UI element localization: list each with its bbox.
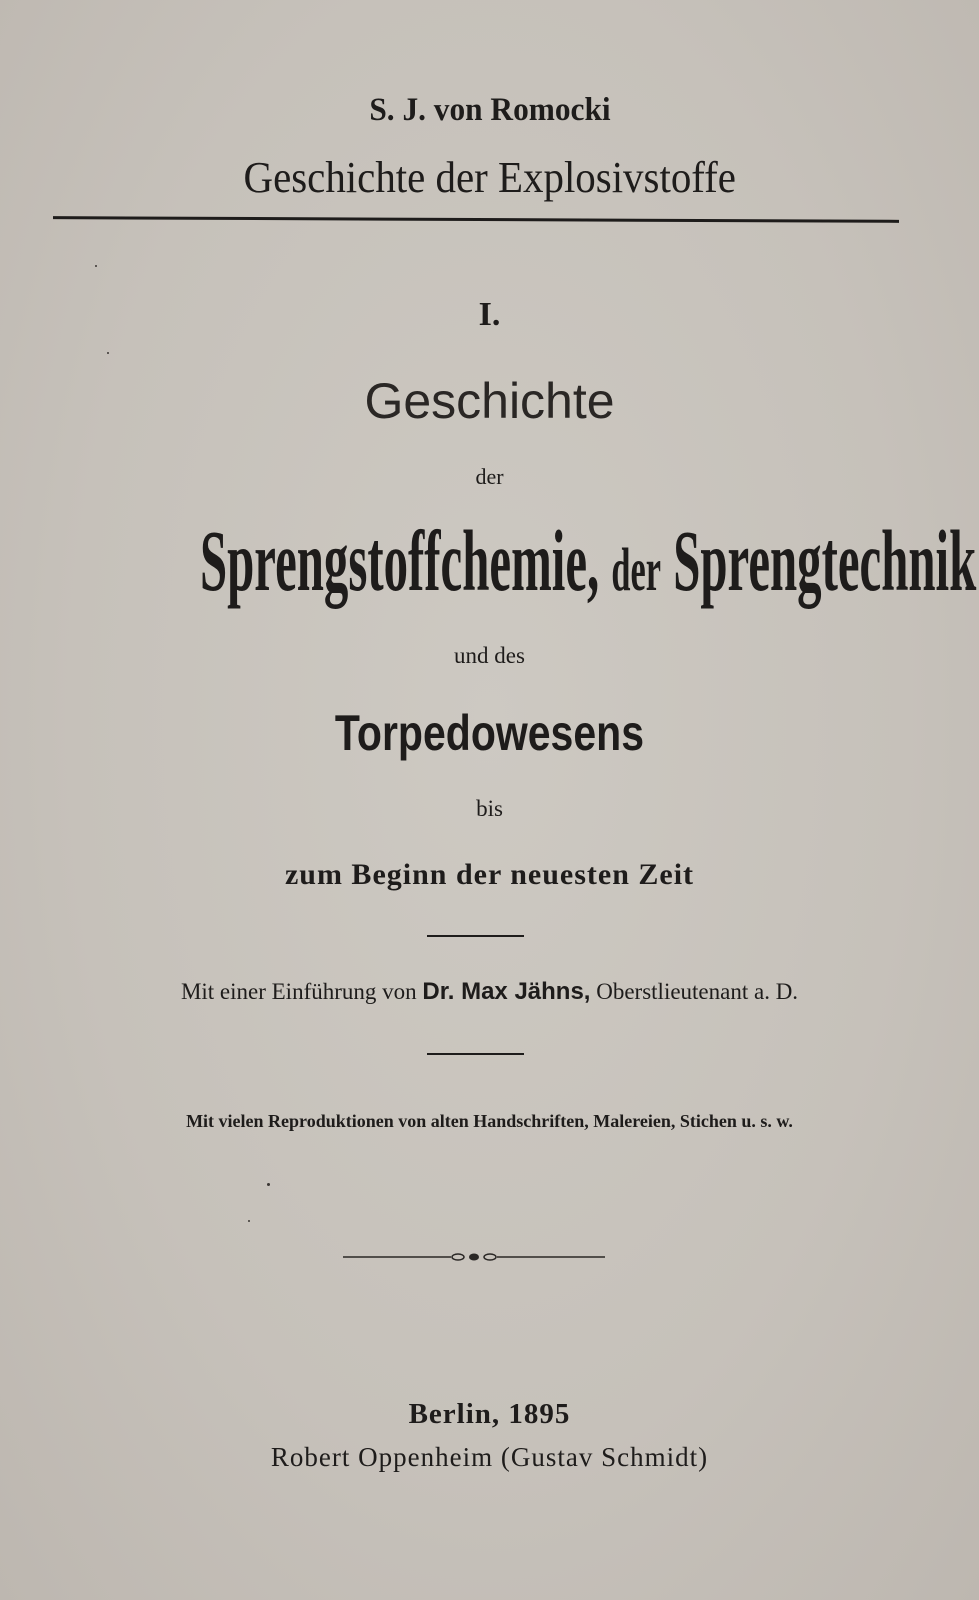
- illustrations-note: Mit vielen Reproduktionen von alten Handschriften, Malereien, Stichen u. s. w.: [186, 1111, 793, 1131]
- title-geschichte: Geschichte: [364, 373, 615, 429]
- series-title: [0, 152, 979, 203]
- title-der: der: [475, 464, 504, 489]
- title-zum-beginn: zum Beginn der neuesten Zeit: [284, 858, 695, 891]
- header-rule: [53, 216, 899, 223]
- title-der-2: der: [611, 537, 661, 605]
- title-torpedowesens-text: Torpedowesens: [334, 705, 645, 761]
- title-torpedowesens: [0, 704, 979, 762]
- title-sprengstoffchemie: Sprengstoffchemie,: [199, 513, 600, 611]
- title-und-des: und des: [454, 643, 525, 668]
- title-sprengtechnik: Sprengtechnik: [673, 513, 977, 611]
- intro-name: Dr. Max Jähns,: [422, 978, 591, 1005]
- divider-rule-1: [427, 935, 524, 937]
- introduction-line: [0, 978, 979, 1006]
- ornament-rule: [343, 1250, 605, 1264]
- place-year: Berlin, 1895: [408, 1398, 571, 1430]
- main-title-line: [0, 513, 979, 611]
- intro-suffix: Oberstlieutenant a. D.: [596, 979, 799, 1004]
- author-text: S. J. von Romocki: [368, 92, 611, 128]
- divider-rule-2: [427, 1053, 524, 1055]
- series-title-text: Geschichte der Explosivstoffe: [243, 153, 736, 202]
- intro-prefix: Mit einer Einführung von: [180, 979, 417, 1004]
- title-bis: bis: [476, 796, 503, 821]
- volume-number: I.: [478, 296, 501, 333]
- publisher: Robert Oppenheim (Gustav Schmidt): [270, 1442, 709, 1472]
- author: [0, 92, 979, 129]
